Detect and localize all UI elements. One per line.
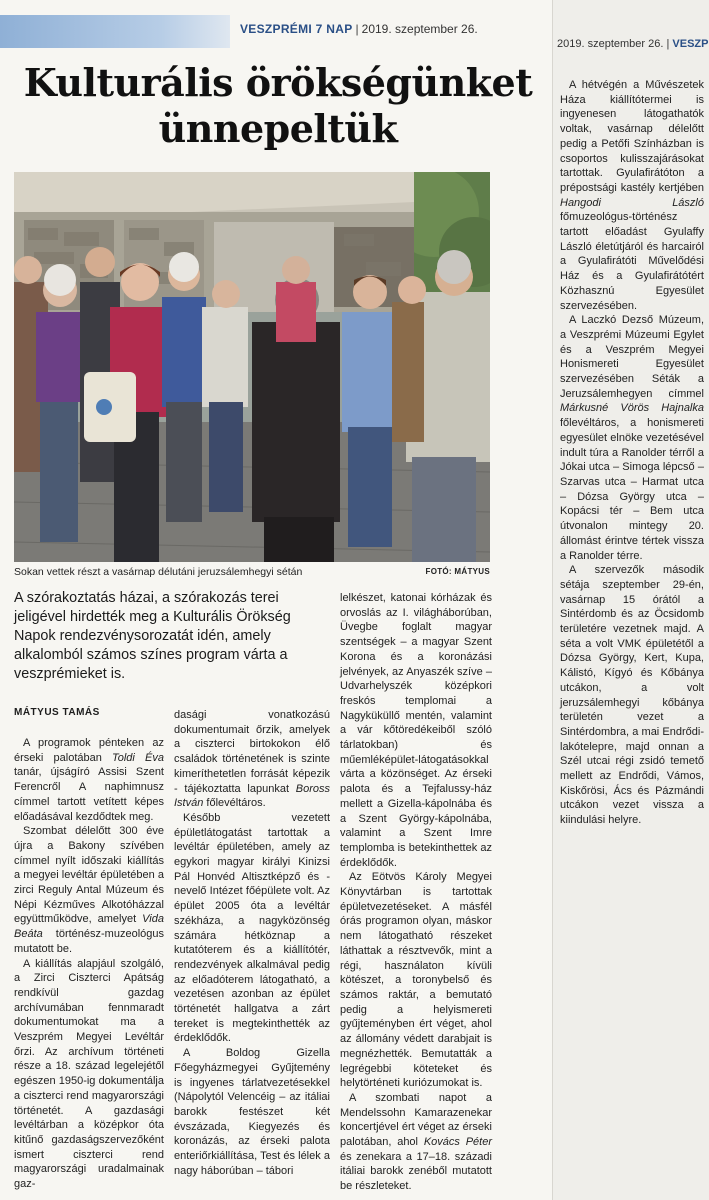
adjacent-page-header: 2019. szeptember 26. | VESZP <box>557 38 709 50</box>
header-color-bar <box>0 15 230 48</box>
headline-line-2: ünnepeltük <box>158 106 398 151</box>
article-lead: A szórakoztatás házai, a szórakozás terei jeligével hirdették meg a Kulturális Örökség Napok rendezvénysorozatát idén, amely alkalomból számos színes program várta a veszprémieket is. <box>14 590 291 682</box>
paragraph: dasági vonatkozású dokumentumait őrzik, amelyek a ciszterci birtokokon élő családok történetének is szinte kimeríthetetlen forrását képezik - tájékoztatta lapunkat Boross István főlevéltáros. <box>174 709 330 810</box>
paragraph: A szervezők második sétája szeptember 29-én, vasárnap 15 órától a Sintérdomb és az Öcsidomb területére vezetnek majd. A séta a volt VMK épületétől a Dózsa György, Kert, Kupa, Kálistó, Kígyó és Kőbánya utcákon, a volt jeruzsálemhegyi kőbánya területén vezet a Sintérdombra, a mai Endrődi-lakótelepre, majd onnan a Szél utcai régi zsidó temető mellett az Endrődi, Vámos, Kiskőrösi, Ács és Pázmándi utcákon vezet vissza a kiindulási helyre. <box>560 564 704 827</box>
paragraph: A Boldog Gizella Főegyházmegyei Gyűjtemény is ingyenes tárlatvezetésekkel (Nápolytól Velencéig – az itáliai barokk festészet két évszázada, Kiegyezés és koronázás, az érseki palota enteriőrkiállítása, Test és lélek a nagy háborúban – tábori <box>174 1047 330 1177</box>
publication-name: VESZPRÉMI 7 NAP <box>240 22 353 36</box>
paragraph: A hétvégén a Művészetek Háza kiállítótermei is ingyenesen látogathatók voltak, vasárnap délelőtt pedig a Petőfi Színházban is csoportos kulisszajárásokat tartottak. Gyulafirátóton a prépostsági kastély kertjében Hangodi László főmuzeológus-történész tartott előadást Gyulaffy László életútjáról és harcairól a Gyulafirátóti Művelődési Ház és a Gyulafirátótért Közhasznú Egyesület szervezésében. <box>560 79 704 312</box>
text-column-1 <box>14 736 164 1192</box>
page-header: VESZPRÉMI 7 NAP | 2019. szeptember 26. <box>240 22 478 36</box>
paragraph: Az Eötvös Károly Megyei Könyvtárban is tartottak épületvezetéseket. A másfél órás programon olyan, máskor nem látogatható részeket láthattak a résztvevők, mint a régi, használaton kívüli kötészet, a toronybelső és számos raktár, a bemutató pedig a helyismereti gyűjteményben ért véget, ahol az állomány védett darabjait is megnézhették. Bemutatták a legrégebbi köteteket és helytörténeti kuriózumokat is. <box>340 871 492 1090</box>
photo-credit: FOTÓ: MÁTYUS <box>425 567 490 576</box>
adjacent-publication-name: VESZP <box>672 38 709 50</box>
headline-line-1: Kulturális örökségünket <box>23 60 533 105</box>
paragraph: lelkészet, katonai kórházak és orvoslás az I. világháborúban, Üvegbe foglalt magyar szentségek – a magyar Szent Korona és a koronázási jelvények, az Anyaszék szíve – Udvarhelyszék középkori freskós templomai a Nagyküküllő mentén, valamint a vár kőtöredékeiből szóló tárlatokban) és műemléképület-látogatásokkal várta a közönséget. Az érseki palota és a Tejfalussy-ház mellett a Gizella-kápolnába és a Szent György-kápolnába, valamint a Szent Imre templomba is betekinthettek az érdeklődők. <box>340 592 492 869</box>
paragraph: A szombati napot a Mendelssohn Kamarazenekar koncertjével ért véget az érseki palotában, ahol Kovács Péter és zenekara a 17–18. századi itáliai barokk zenéből mutatott be részleteket. <box>340 1091 492 1193</box>
author-byline: MÁTYUS TAMÁS <box>14 707 100 718</box>
paragraph: Később vezetett épületlátogatást tartottak a levéltár épületében, amely az egykori magyar királyi Kinizsi Pál Honvéd Altisztképző és -nevelő Intézet főépülete volt. Az épület 2005 óta a levéltár székháza, a nagyközönség számára hétköznap a kutatóterem és a kiállítótér, rendezvények alkalmával pedig az előadóterem látogatható, a vezetésen azonban az épület történetét hallgatva a zárt tereket is megtekinthették az érdeklődők. <box>174 811 330 1045</box>
paragraph: A Laczkó Dezső Múzeum, a Veszprémi Múzeumi Egylet és a Veszprém Megyei Honismereti Egyesület szervezésében Séták a Jeruzsálemhegyen címmel Márkusné Vörös Hajnalka főlevéltáros, a honismereti egyesület elnöke vezetésével indult túra a Ranolder térről a Jókai utca – Simoga lépcső – Szarvas utca – Harmat utca – Dózsa György utca – Kopácsi tér – Bem utca útvonalon mintegy 20. állomást érintve tértek vissza a Ranolder térre. <box>560 314 704 562</box>
caption-text: Sokan vettek részt a vasárnap délutáni jeruzsálemhegyi sétán <box>14 566 303 578</box>
photo-caption <box>14 566 490 582</box>
adjacent-issue-date: 2019. szeptember 26. <box>557 38 664 50</box>
issue-date: 2019. szeptember 26. <box>361 22 478 36</box>
text-column-3 <box>340 591 492 1194</box>
article-headline <box>10 60 546 152</box>
text-column-4 <box>560 78 704 828</box>
paragraph: A programok pénteken az érseki palotában Toldi Éva tanár, újságíró Assisi Szent Ferencről A naphimnusz címmel tartott vetített képes előadásával kezdődtek meg. <box>14 737 164 823</box>
paragraph: Szombat délelőtt 300 éve újra a Bakony szívében címmel nyílt időszaki kiállítás a megyei levéltár épületében a zirci Reguly Antal Múzeum és Népi Kézműves Alkotóházzal együttműködve, amelyet Vida Beáta történész-muzeológus mutatott be. <box>14 825 164 955</box>
text-column-2 <box>174 708 330 1179</box>
paragraph: A kiállítás alapjául szolgáló, a Zirci Ciszterci Apátság rendkívül gazdag archívumában fennmaradt dokumentumokat ma a Veszprém Megyei Levéltár őrzi. Az archívum történeti része a 18. század legelejétől egészen 1950-ig dokumentálja a ciszterci rend magyarországi történetét. A gazdasági levéltárban a középkor óta kitűnő gazdaságszervezőként ismert ciszterci rend magyarországi uradalmainak gaz- <box>14 957 164 1191</box>
article-photo <box>14 172 490 562</box>
